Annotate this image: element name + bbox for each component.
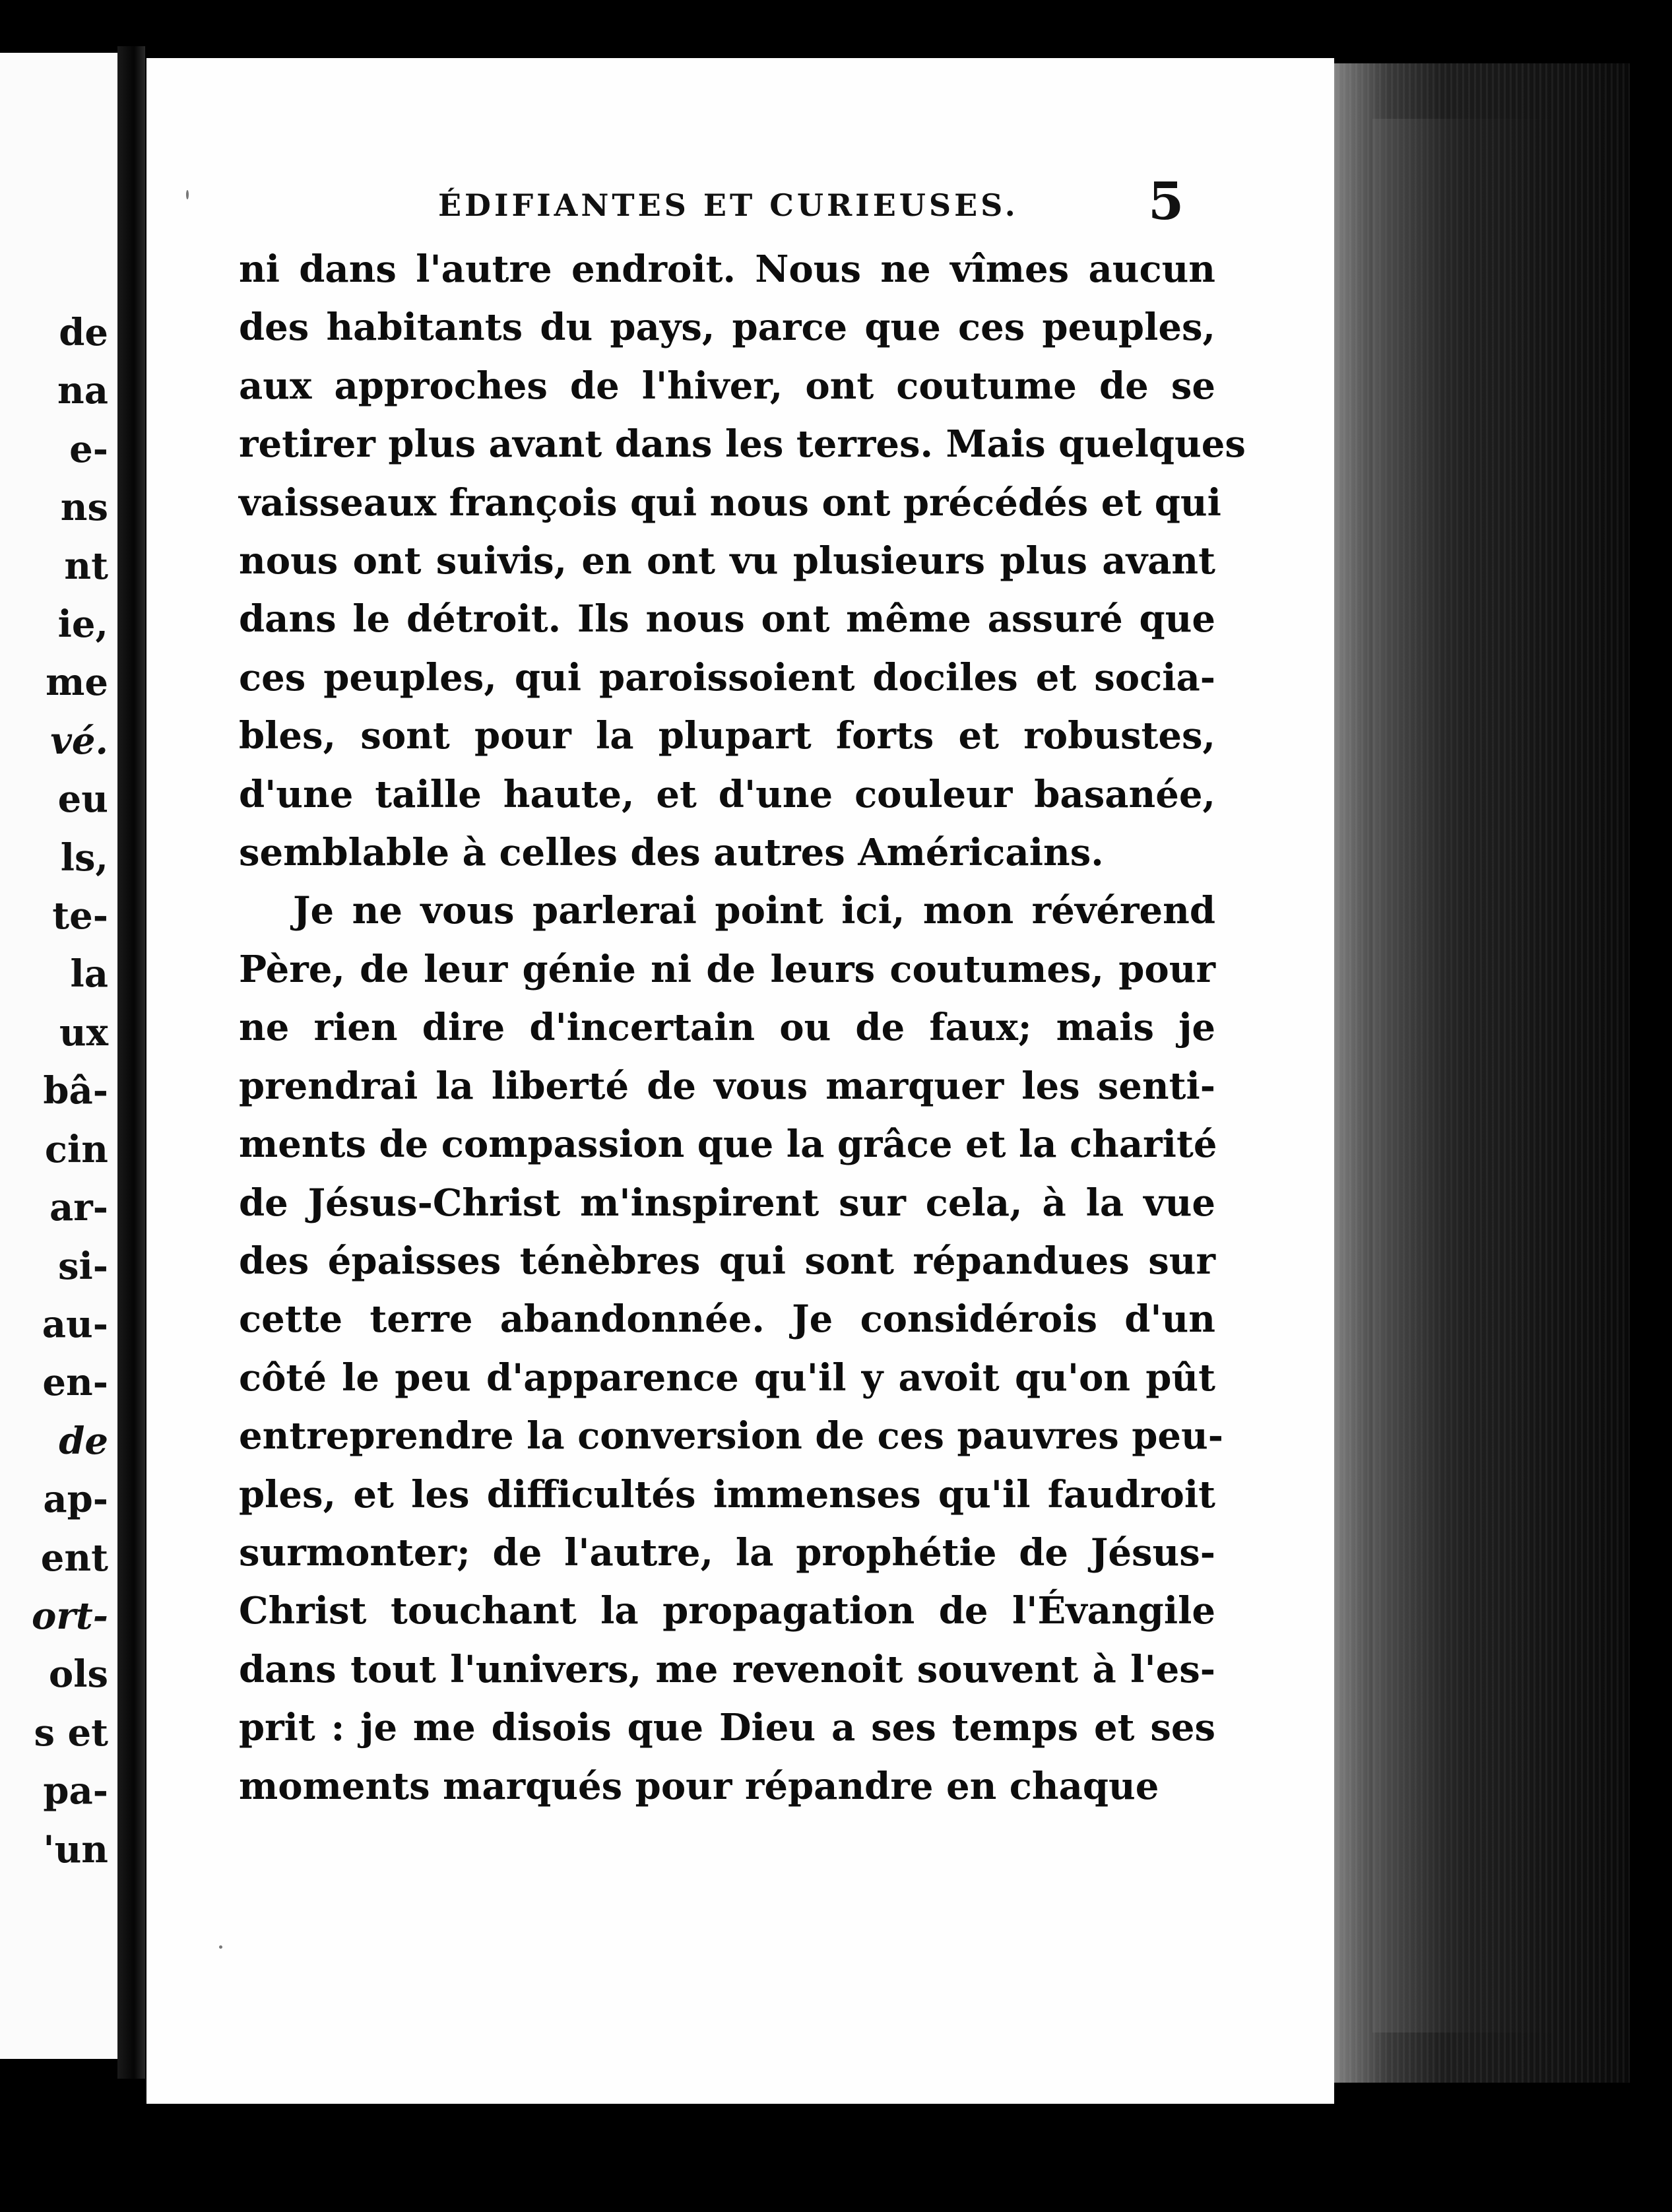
page-body-text <box>239 240 1246 1815</box>
left-line: de <box>59 311 108 354</box>
left-line: ap- <box>43 1478 108 1522</box>
text-line: aux approches de l'hiver, ont coutume de se <box>239 364 1215 408</box>
page-header <box>146 172 1334 248</box>
left-line: vé. <box>50 719 108 763</box>
left-line: nt <box>64 544 108 588</box>
left-line: ar- <box>49 1186 108 1230</box>
left-line: bâ- <box>43 1069 108 1113</box>
text-line: ples, et les difficultés immenses qu'il faudroit <box>239 1472 1215 1516</box>
text-line: vaisseaux françois qui nous ont précédés et qui <box>239 480 1221 525</box>
left-line: me <box>46 661 108 705</box>
text-line: Je ne vous parlerai point ici, mon révérend <box>293 889 1215 933</box>
page-edge-shading <box>1372 119 1557 2033</box>
left-line: pa- <box>43 1769 108 1813</box>
text-line: des habitants du pays, parce que ces peuples, <box>239 306 1215 350</box>
text-line: bles, sont pour la plupart forts et robustes, <box>239 714 1215 758</box>
text-line: d'une taille haute, et d'une couleur basanée, <box>239 772 1215 816</box>
text-line: surmonter; de l'autre, la prophétie de Jésus- <box>239 1530 1215 1575</box>
text-line: Père, de leur génie ni de leurs coutumes, pour <box>239 947 1215 991</box>
left-line: en- <box>42 1361 108 1405</box>
text-line: des épaisses ténèbres qui sont répandues sur <box>239 1239 1215 1283</box>
left-line: la <box>70 952 108 996</box>
left-line: ns <box>60 486 108 530</box>
left-line: 'un <box>43 1827 108 1871</box>
text-line: côté le peu d'apparence qu'il y avoit qu'on pût <box>239 1355 1215 1400</box>
left-line: ux <box>59 1010 108 1055</box>
text-line: ments de compassion que la grâce et la charité <box>239 1122 1217 1167</box>
left-line: cin <box>44 1127 108 1171</box>
text-line: retirer plus avant dans les terres. Mais quelques <box>239 422 1246 467</box>
left-line: ie, <box>57 602 108 647</box>
text-line: de Jésus-Christ m'inspirent sur cela, à la vue <box>239 1181 1215 1225</box>
text-line: ne rien dire d'incertain ou de faux; mais je <box>239 1006 1215 1050</box>
left-line: au- <box>42 1302 108 1346</box>
paper-speck <box>186 190 189 199</box>
page-number: 5 <box>1148 172 1184 232</box>
left-line: s et <box>34 1710 108 1755</box>
left-line: e- <box>69 427 108 471</box>
left-line: eu <box>57 777 108 822</box>
previous-page-fragment <box>0 53 117 2059</box>
text-line: entreprendre la conversion de ces pauvres peu- <box>239 1414 1224 1458</box>
paper-speck <box>219 1945 222 1949</box>
book-gutter <box>117 46 145 2079</box>
text-line: prendrai la liberté de vous marquer les senti- <box>239 1064 1215 1108</box>
left-line: te- <box>52 894 108 938</box>
left-line: ort- <box>32 1594 108 1638</box>
text-line: dans tout l'univers, me revenoit souvent à l'es- <box>239 1647 1215 1691</box>
left-line: si- <box>57 1244 108 1288</box>
previous-page-line-endings <box>32 304 108 1879</box>
left-line: ent <box>40 1536 108 1580</box>
left-line: de <box>59 1419 108 1463</box>
text-line: semblable à celles des autres Américains. <box>239 831 1104 875</box>
text-line: Christ touchant la propagation de l'Évangile <box>239 1589 1215 1633</box>
left-line: ols <box>48 1652 108 1697</box>
left-line: na <box>57 369 108 413</box>
text-line: prit : je me disois que Dieu a ses temps et ses <box>239 1706 1215 1750</box>
running-head: ÉDIFIANTES ET CURIEUSES. <box>438 187 1019 223</box>
text-line: nous ont suivis, en ont vu plusieurs plus avant <box>239 539 1215 583</box>
text-line: cette terre abandonnée. Je considérois d'un <box>239 1297 1215 1342</box>
text-line: dans le détroit. Ils nous ont même assuré que <box>239 597 1215 641</box>
text-line: ni dans l'autre endroit. Nous ne vîmes aucun <box>239 247 1215 291</box>
text-line: moments marqués pour répandre en chaque <box>239 1764 1159 1808</box>
text-line: ces peuples, qui paroissoient dociles et socia- <box>239 655 1215 699</box>
book-page <box>146 58 1334 2104</box>
left-line: ls, <box>60 835 108 880</box>
